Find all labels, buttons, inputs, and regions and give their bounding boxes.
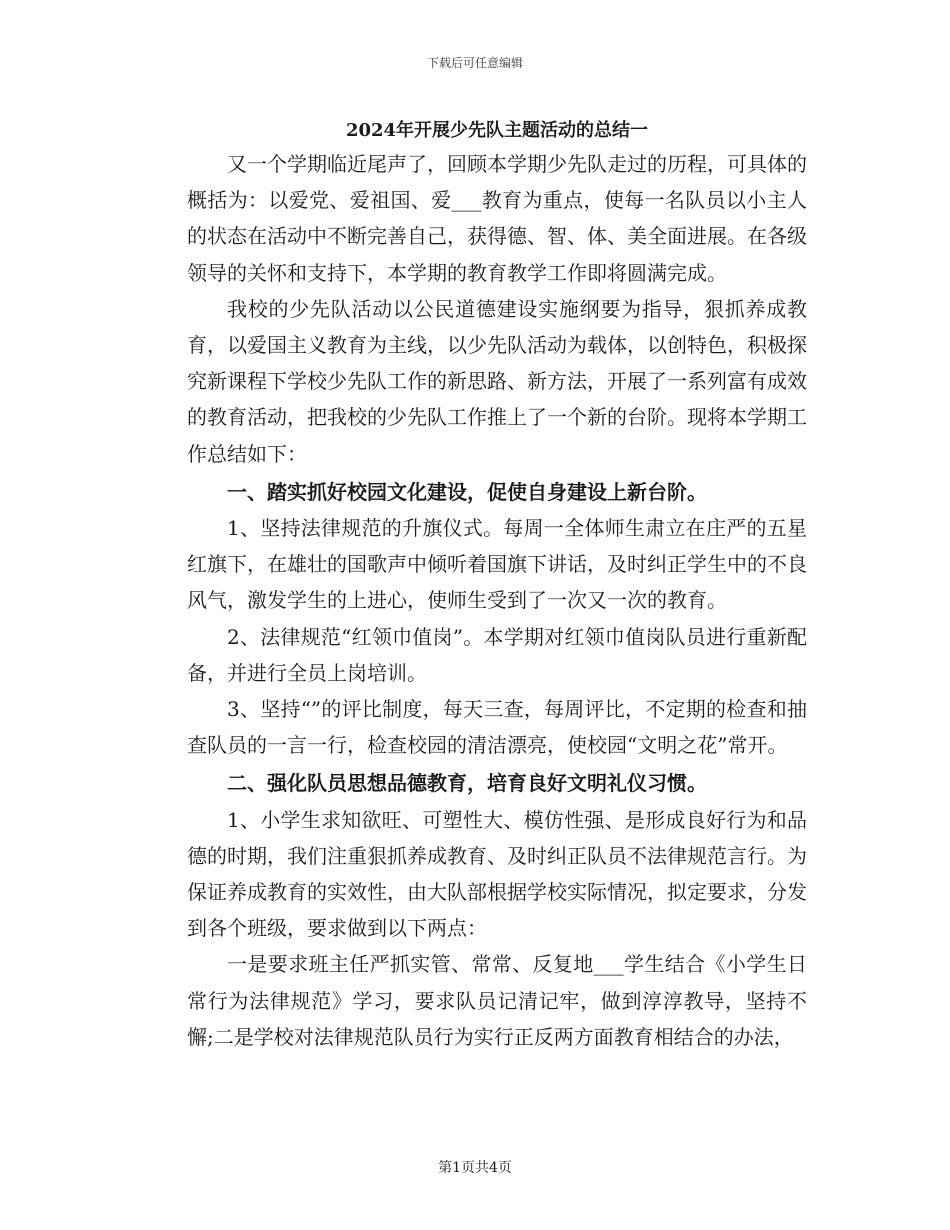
document-body: [187, 116, 807, 1055]
page-number: 第1页共4页: [438, 1160, 512, 1176]
document-title: 2024年开展少先队主题活动的总结一: [345, 120, 649, 141]
paragraph-item-1-3: 3、坚持“”的评比制度，每天三查，每周评比，不定期的检查和抽查队员的一言一行，检查校园的清洁漂亮，使校园“文明之花”常开。: [187, 697, 807, 758]
section-heading-1: 一、踏实抓好校园文化建设，促使自身建设上新台阶。: [227, 479, 707, 504]
paragraph-item-2-1: 1、小学生求知欲旺、可塑性大、模仿性强、是形成良好行为和品德的时期，我们注重狠抓养成教育、及时纠正队员不法律规范言行。为保证养成教育的实效性，由大队部根据学校实际情况，拟定要求，分发到各个班级，要求做到以下两点：: [187, 807, 807, 941]
paragraph-intro: 又一个学期临近尾声了，回顾本学期少先队走过的历程，可具体的概括为：以爱党、爱祖国、爱___教育为重点，使每一名队员以小主人的状态在活动中不断完善自己，获得德、智、体、美全面进展。在各级领导的关怀和支持下，本学期的教育教学工作即将圆满完成。: [187, 152, 807, 285]
section-heading-2: 二、强化队员思想品德教育，培育良好文明礼仪习惯。: [227, 771, 707, 796]
paragraph-item-1-2: 2、法律规范“红领巾值岗”。本学期对红领巾值岗队员进行重新配备，并进行全员上岗培训。: [187, 624, 807, 685]
paragraph-overview: 我校的少先队活动以公民道德建设实施纲要为指导，狠抓养成教育，以爱国主义教育为主线，以少先队活动为载体，以创特色，积极探究新课程下学校少先队工作的新思路、新方法，开展了一系列富有成效的教育活动，把我校的少先队工作推上了一个新的台阶。现将本学期工作总结如下：: [187, 296, 807, 466]
paragraph-item-1-1: 1、坚持法律规范的升旗仪式。每周一全体师生肃立在庄严的五星红旗下，在雄壮的国歌声中倾听着国旗下讲话，及时纠正学生中的不良风气，激发学生的上进心，使师生受到了一次又一次的教育。: [187, 516, 807, 613]
page-header-note: 下载后可任意编辑: [426, 56, 523, 70]
paragraph-item-2-2: 一是要求班主任严抓实管、常常、反复地___学生结合《小学生日常行为法律规范》学习，要求队员记清记牢，做到淳淳教导，坚持不懈;二是学校对法律规范队员行为实行正反两方面教育相结合的办法，: [187, 952, 807, 1049]
